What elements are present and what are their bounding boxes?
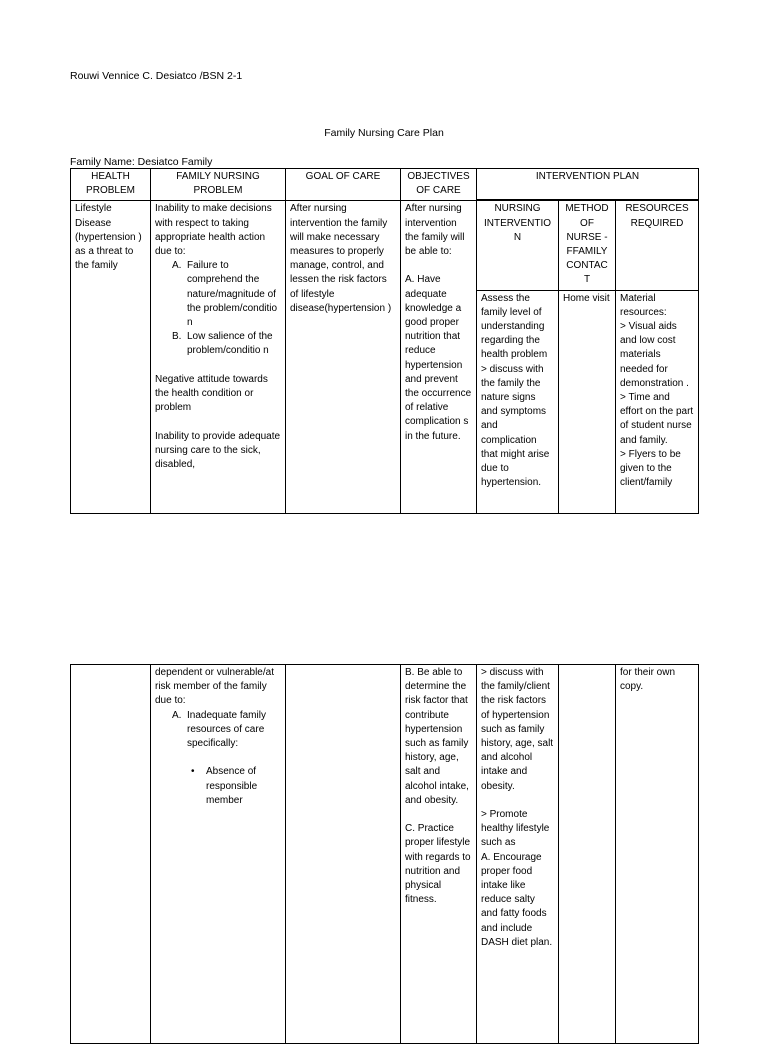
ni-p2: > discuss with the family the nature signs and symptoms and complication that might arise due to hypertension.: [481, 363, 550, 489]
fnp2-item-a-text: Inadequate family resources of care specifically:: [187, 709, 266, 750]
header-method-of-contact: METHOD OF NURSE - FFAMILY CONTAC T: [559, 201, 616, 290]
cell-objectives: [401, 201, 477, 514]
cell-family-nursing-problem: [151, 201, 286, 514]
fnp-item-b-marker: B.: [172, 331, 182, 343]
bullet-icon: •: [191, 766, 195, 778]
res-p4: > Flyers to be given to the client/family: [620, 448, 681, 489]
res-p3: > Time and effort on the part of student nurse and family.: [620, 392, 694, 446]
cell-health-problem-cont: [71, 665, 151, 1044]
fnp-item-a-marker: A.: [172, 260, 182, 272]
fnp2-bullet-text: Absence of responsible member: [206, 766, 258, 806]
fnp2-item-a: [155, 709, 281, 752]
objective-a: A. Have adequate knowledge a good proper nutrition that reduce hypertension and prevent the occurrence of relative complication s in the future.: [405, 274, 472, 442]
header-resources-required: RESOURCES REQUIRED: [616, 201, 699, 290]
fnp2-item-a-marker: A.: [172, 709, 182, 721]
res-p1: Material resources:: [620, 292, 667, 318]
care-plan-table-page1: [70, 168, 699, 514]
objective-b: B. Be able to determine the risk factor that contribute hypertension such as family history, age, salt and alcohol intake, and obesity.: [405, 667, 469, 806]
header-goal-of-care: GOAL OF CARE: [286, 169, 401, 201]
cell-goal-of-care: After nursing intervention the family will make necessary measures to properly manage, control, and lessen the risk factors of lifestyle disease(hypertension ): [286, 201, 401, 514]
cell-nursing-intervention-cont: [477, 665, 559, 1044]
fnp2-intro: dependent or vulnerable/at risk member of the family due to:: [155, 667, 274, 707]
cell-objectives-cont: [401, 665, 477, 1044]
family-name-label: Family Name: Desiatco Family: [70, 156, 213, 168]
header-intervention-plan: INTERVENTION PLAN: [477, 169, 699, 200]
header-family-nursing-problem: FAMILY NURSING PROBLEM: [151, 169, 286, 201]
care-plan-table-page2: [70, 664, 699, 1044]
ni2-p3: A. Encourage proper food intake like reduce salty and fatty foods and include DASH diet plan.: [481, 851, 553, 948]
cell-resources-cont: for their own copy.: [616, 665, 699, 1044]
fnp-para3: Inability to provide adequate nursing care to the sick, disabled,: [155, 430, 281, 471]
cell-method: Home visit: [559, 290, 616, 513]
document-title: Family Nursing Care Plan: [324, 127, 444, 139]
cell-family-nursing-problem-cont: [151, 665, 286, 1044]
cell-nursing-intervention: [477, 290, 559, 513]
ni2-p2: > Promote healthy lifestyle such as: [481, 809, 550, 849]
objective-c: C. Practice proper lifestyle with regards to nutrition and physical fitness.: [405, 823, 471, 906]
ni-p1: Assess the family level of understanding regarding the health problem: [481, 292, 548, 361]
fnp-intro: Inability to make decisions with respect to taking appropriate health action due to:: [155, 203, 272, 258]
header-nursing-intervention: NURSING INTERVENTIO N: [477, 201, 559, 290]
cell-resources: [616, 290, 699, 513]
ni2-p1: > discuss with the family/client the risk factors of hypertension such as family history, age, salt and alcohol intake and obesity.: [481, 667, 554, 792]
cell-health-problem: Lifestyle Disease (hypertension ) as a threat to the family: [71, 201, 151, 514]
objectives-intro: After nursing intervention the family will be able to:: [405, 203, 465, 258]
header-objectives-of-care: OBJECTIVES OF CARE: [401, 169, 477, 201]
fnp-item-b-text: Low salience of the problem/conditio n: [187, 331, 273, 357]
fnp-para2: Negative attitude towards the health condition or problem: [155, 373, 268, 414]
header-health-problem: HEALTH PROBLEM: [71, 169, 151, 201]
fnp-item-a: [155, 259, 281, 330]
cell-method-cont: [559, 665, 616, 1044]
cell-goal-of-care-cont: [286, 665, 401, 1044]
fnp-item-b: [155, 330, 281, 358]
author-line: Rouwi Vennice C. Desiatco /BSN 2-1: [70, 70, 243, 82]
res-p2: > Visual aids and low cost materials needed for demonstration .: [620, 321, 689, 389]
fnp-item-a-text: Failure to comprehend the nature/magnitude of the problem/conditio n: [187, 260, 278, 329]
fnp2-bullet: [155, 765, 281, 808]
